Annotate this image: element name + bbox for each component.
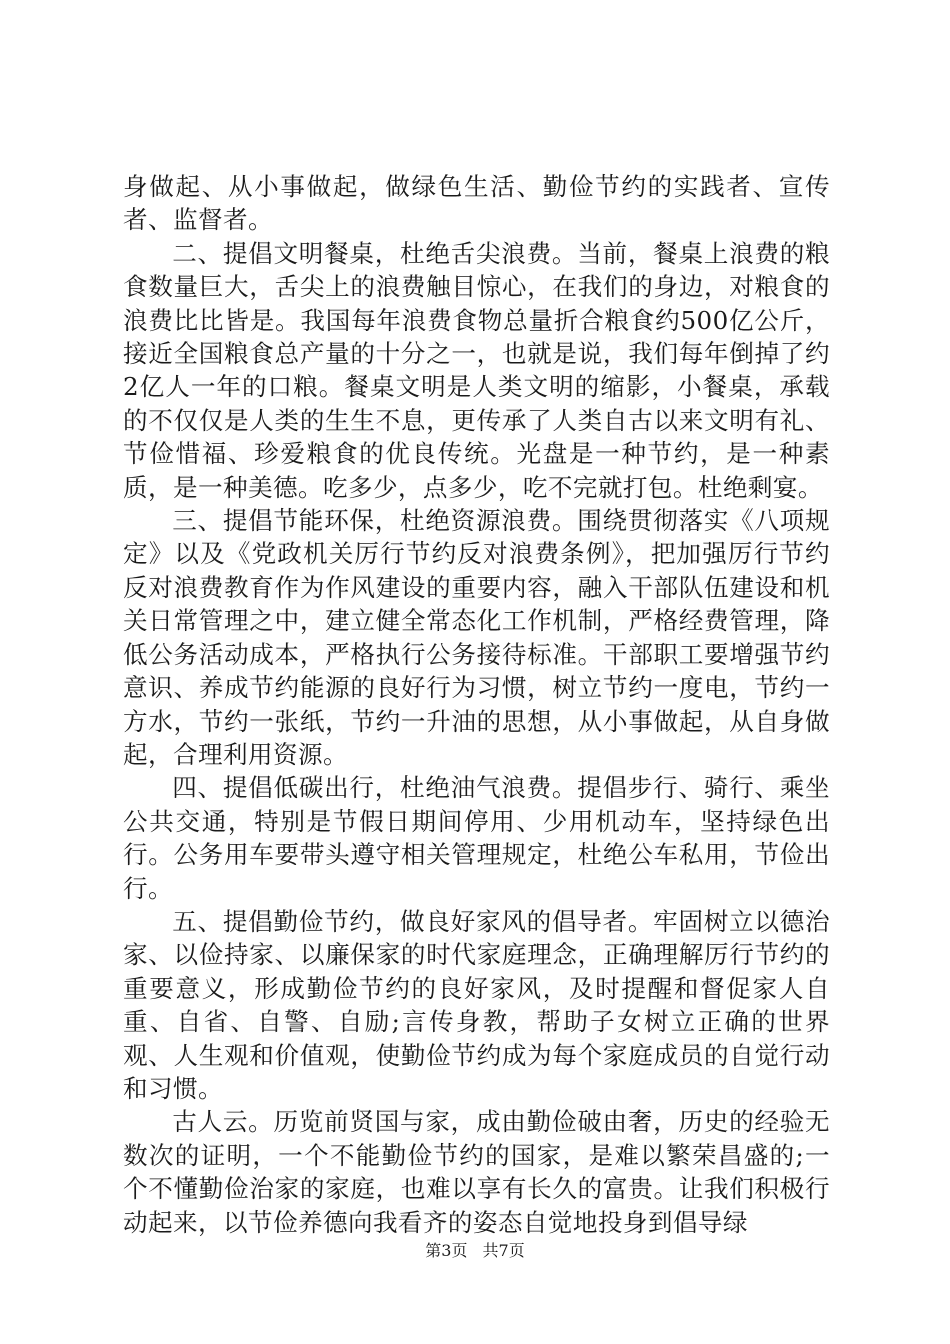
paragraph-3: 三、提倡节能环保，杜绝资源浪费。围绕贯彻落实《八项规定》以及《党政机关厉行节约反对浪费条例》，把加强厉行节约反对浪费教育作为作风建设的重要内容，融入干部队伍建设和机关日常管理之中，建立健全常态化工作机制，严格经费管理，降低公务活动成本，严格执行公务接待标准。干部职工要增强节约意识、养成节约能源的良好行为习惯，树立节约一度电，节约一方水，节约一张纸，节约一升油的思想，从小事做起，从自身做起，合理利用资源。 xyxy=(123,506,830,769)
document-body xyxy=(123,170,830,1239)
page-number: 第3页 xyxy=(425,1241,468,1260)
page-footer xyxy=(0,1241,950,1261)
paragraph-1: 身做起、从小事做起，做绿色生活、勤俭节约的实践者、宣传者、监督者。 xyxy=(123,172,830,235)
page-total: 共7页 xyxy=(482,1241,525,1260)
paragraph-5: 五、提倡勤俭节约，做良好家风的倡导者。牢固树立以德治家、以俭持家、以廉保家的时代家庭理念，正确理解厉行节约的重要意义，形成勤俭节约的良好家风，及时提醒和督促家人自重、自省、自警、自励;言传身教，帮助子女树立正确的世界观、人生观和价值观，使勤俭节约成为每个家庭成员的自觉行动和习惯。 xyxy=(123,906,830,1103)
paragraph-2: 二、提倡文明餐桌，杜绝舌尖浪费。当前，餐桌上浪费的粮食数量巨大，舌尖上的浪费触目惊心，在我们的身边，对粮食的浪费比比皆是。我国每年浪费食物总量折合粮食约500亿公斤，接近全国粮食总产量的十分之一，也就是说，我们每年倒掉了约2亿人一年的口粮。餐桌文明是人类文明的缩影，小餐桌，承载的不仅仅是人类的生生不息，更传承了人类自古以来文明有礼、节俭惜福、珍爱粮食的优良传统。光盘是一种节约，是一种素质，是一种美德。吃多少，点多少，吃不完就打包。杜绝剩宴。 xyxy=(123,238,830,502)
paragraph-6: 古人云。历览前贤国与家，成由勤俭破由奢，历史的经验无数次的证明，一个不能勤俭节约的国家，是难以繁荣昌盛的;一个不懂勤俭治家的家庭，也难以享有长久的富贵。让我们积极行动起来，以节俭养德向我看齐的姿态自觉地投身到倡导绿 xyxy=(123,1107,830,1237)
paragraph-4: 四、提倡低碳出行，杜绝油气浪费。提倡步行、骑行、乘坐公共交通，特别是节假日期间停用、少用机动车，坚持绿色出行。公务用车要带头遵守相关管理规定，杜绝公车私用，节俭出行。 xyxy=(123,773,830,903)
